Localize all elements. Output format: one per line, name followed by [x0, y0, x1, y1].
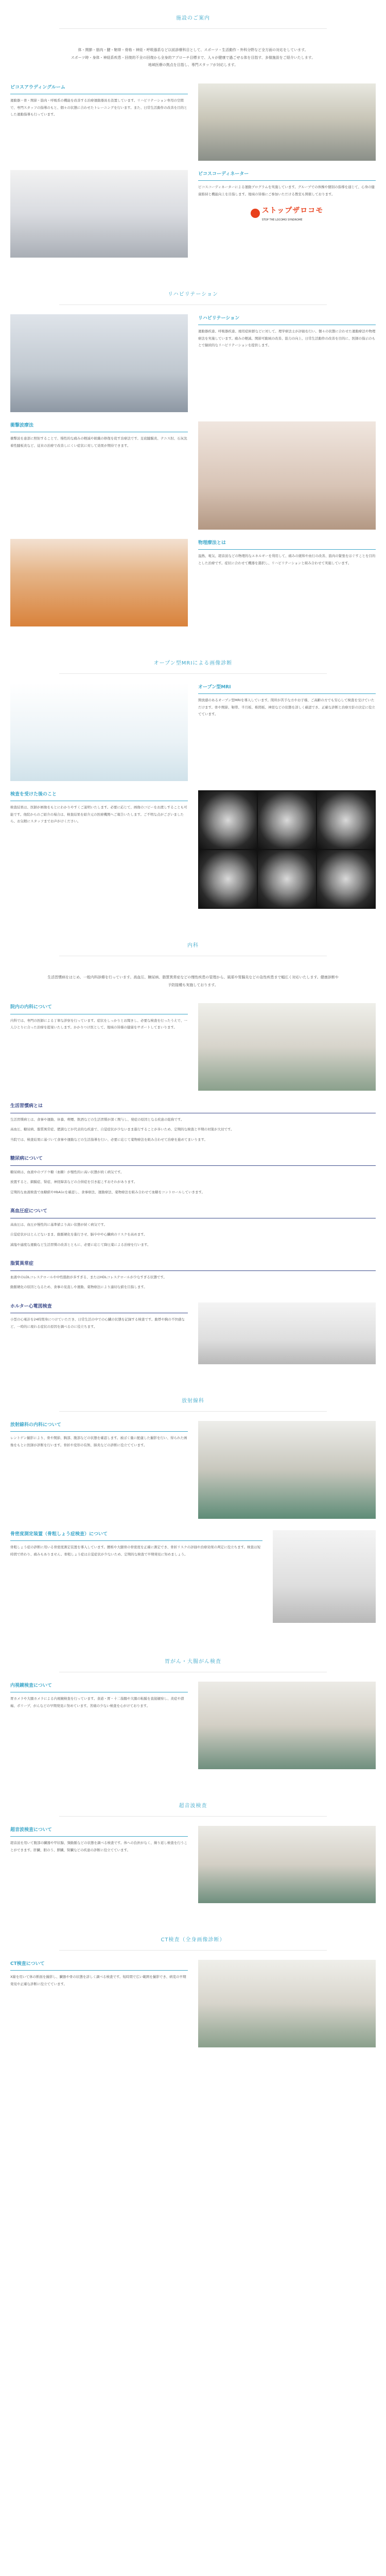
- gym-photo-col: [198, 83, 376, 161]
- rehab-row: [10, 314, 376, 412]
- rehab-photo-col: [10, 314, 188, 412]
- internal-lead-text: 生活習慣病をはじめ、一般内科診療を行っています。高血圧、糖尿病、脂質異常症などの慢性疾患の管理から、風邪や胃腸炎などの急性疾患まで幅広く対応いたします。健康診断や予防接種も実施しております。: [47, 975, 339, 987]
- stop-locomo-logo: [198, 198, 376, 229]
- internal-title: 内科: [187, 943, 199, 949]
- ct-row: [10, 1960, 376, 2047]
- class-body: ビコスコーディネーターによる運動プログラムを実施しています。グループでの体操や個別の指導を通じて、心身の健康維持と機能向上を目指します。地域の皆様にご参加いただける教室も開催しております。: [198, 185, 375, 196]
- interior-photo: [198, 1003, 376, 1091]
- notice-2-line: 放置すると、網膜症、腎症、神経障害などの合併症を引き起こすおそれがあります。: [10, 1180, 137, 1184]
- ct-photo-col: [198, 1960, 376, 2047]
- shockwave-text: [10, 421, 188, 530]
- echo-photo-col: [198, 1826, 376, 1903]
- xray-photo-col: [198, 1421, 376, 1519]
- endo-title: 胃がん・大腸がん検査: [165, 1658, 221, 1665]
- rehab-body: 運動器疾患、呼吸器疾患、廃用症候群などに対して、理学療法士が評価を行い、個々の状態に合わせた運動療法や物理療法を実施しています。痛みの軽減、関節可動域の改善、筋力の向上、日常生活動作の改善を目的に、医師の指示のもとで継続的なリハビリテーションを提供します。: [198, 329, 376, 348]
- scan-row: [10, 790, 376, 909]
- bone-device-photo: [273, 1530, 376, 1623]
- class-photo-col: [10, 170, 188, 258]
- holter-device-photo: [198, 1302, 376, 1364]
- ct-body: X線を用いて体の断面を撮影し、臓器や骨の状態を詳しく調べる検査です。短時間で広い範囲を撮影でき、病変の早期発見や正確な診断に役立てています。: [10, 1974, 186, 1986]
- facility-lead-line-2: スポーツ時・身体・神経系疾患・回復的不全の回復から全身的アプローチ目標まで、人々が健康で過ごせる体を目指す、多様施設をご紹介いたします。: [71, 55, 315, 60]
- holter-text: [10, 1302, 188, 1364]
- echo-heading: 超音波検査について: [10, 1826, 188, 1837]
- bone-body: 骨粗しょう症の診断に用いる骨密度測定装置を導入しています。腰椎や大腿骨の骨密度を正確に測定でき、骨折リスクの評価や治療効果の判定に役立ちます。検査は短時間で終わり、痛みもありません。骨粗しょう症は自覚症状が少ないため、定期的な検査で早期発見に努めましょう。: [10, 1545, 261, 1556]
- mri-photo: [10, 683, 188, 781]
- echo-room-photo: [198, 1826, 376, 1903]
- notice-3-line: 高血圧は、血圧が慢性的に基準値より高い状態が続く病気です。: [10, 1222, 107, 1227]
- scan-body: 検査結果は、医師が画像をもとにわかりやすくご説明いたします。必要に応じて、画像のコピーをお渡しすることも可能です。他院からのご紹介の場合は、検査結果を紹介元の医療機関へご報告いたします。ご不明な点がございましたら、お気軽にスタッフまでお声がけください。: [10, 805, 187, 824]
- gym-body: 運動器・骨・関節・筋肉・呼吸系の機能を改善する治療運動器具を設置しています。リハビリテーション専用の空間で、専門スタッフの指導のもと、個々の状態に合わせたトレーニングを行います。また、日常生活動作の改善を目的とした運動指導も行っています。: [10, 98, 187, 117]
- bone-heading: 骨密度測定装置（骨粗しょう症検査）について: [10, 1530, 262, 1541]
- notice-3-line: 減塩や適度な運動など生活習慣の改善とともに、必要に応じて降圧薬による治療を行います。: [10, 1242, 151, 1247]
- facility-lead: [10, 36, 376, 74]
- logo-circle-icon: [251, 209, 260, 218]
- class-text: [198, 170, 376, 258]
- logo-mark: [251, 204, 324, 223]
- echo-body: 超音波を用いて腹部の臓器や甲状腺、頸動脈などの状態を調べる検査です。体への負担がなく、繰り返し検査を行うことができます。肝臓、胆のう、膵臓、腎臓などの疾患の診断に役立てています。: [10, 1840, 187, 1852]
- notice-1-line: 高血圧、糖尿病、脂質異常症、肥満などが代表的な疾患で、自覚症状が少ないまま進行することが多いため、定期的な検査と早期の対策が大切です。: [10, 1127, 234, 1132]
- endo-body: 胃カメラや大腸カメラによる内視鏡検査を行っています。食道・胃・十二指腸や大腸の粘膜を直接観察し、炎症や潰瘍、ポリープ、がんなどの早期発見に努めています。苦痛の少ない検査を心がけております。: [10, 1696, 184, 1708]
- endo-text: [10, 1682, 188, 1769]
- facility-title: 施設のご案内: [176, 15, 210, 21]
- taping-photo-col: [10, 539, 188, 626]
- echo-row: [10, 1826, 376, 1903]
- notice-2-line: 定期的な血液検査で血糖値やHbA1cを確認し、食事療法、運動療法、薬物療法を組み合わせて血糖をコントロールしていきます。: [10, 1190, 205, 1194]
- xray-heading: 放射線科の内科について: [10, 1421, 188, 1432]
- taping-heading: 物理療法とは: [198, 539, 376, 550]
- holter-photo-col: [198, 1302, 376, 1364]
- shockwave-heading: 衝撃波療法: [10, 421, 188, 432]
- class-heading: ビコスコーディネーター: [198, 170, 376, 181]
- logo-subtext: STOP THE LOCOMO SYNDROME: [261, 218, 303, 222]
- internal-lead: [10, 963, 376, 994]
- facility-lead-line-3: 地域医療の拠点を目指し、専門スタッフが対応します。: [148, 63, 238, 67]
- shockwave-row: [10, 421, 376, 530]
- divider: [59, 1816, 327, 1817]
- interior-photo-col: [198, 1003, 376, 1091]
- gym-heading: ビコスアウディングルーム: [10, 83, 188, 94]
- scan-slice: [258, 850, 315, 908]
- ct-heading: CT検査について: [10, 1960, 188, 1971]
- mri-title: オープン型MRIによる画像診断: [153, 660, 233, 667]
- scan-slice: [199, 850, 257, 908]
- interior-row: [10, 1003, 376, 1091]
- shockwave-photo: [198, 421, 376, 530]
- notice-1-line: 生活習慣病とは、食事や運動、休養、喫煙、飲酒などの生活習慣が深く関与し、発症の原因となる疾患の総称です。: [10, 1117, 184, 1122]
- scan-slice: [199, 791, 257, 849]
- notice-4-line: 動脈硬化の原因となるため、食事の見直しや運動、薬物療法により適切な値を目指します。: [10, 1285, 147, 1290]
- divider: [59, 304, 327, 305]
- echo-title: 超音波検査: [179, 1803, 207, 1809]
- notice-4: [10, 1260, 376, 1291]
- notice-3-line: 自覚症状がほとんどないまま、動脈硬化を進行させ、脳卒中や心臓病のリスクを高めます。: [10, 1232, 147, 1237]
- notice-3: [10, 1207, 376, 1248]
- interior-body: 内科では、専門の医師による丁寧な診察を行っています。症状をしっかりとお聞きし、必要な検査を行ったうえで、一人ひとりに合った治療を提案いたします。かかりつけ医として、地域の皆様の健康をサポートしてまいります。: [10, 1018, 187, 1030]
- class-photo: [10, 170, 188, 258]
- scan-grid: [198, 790, 376, 909]
- bone-text: [10, 1530, 262, 1558]
- facility-lead-line-1: 体・関節・筋肉・腱・靭帯・骨格・神経・呼吸器系など以前診療科目として、スポーツ・生活動作・外科分野など全方面の対応をしています。: [78, 48, 308, 52]
- shockwave-body: 衝撃波を患部に照射することで、慢性的な痛みの軽減や組織の修復を促す治療法です。足底腱膜炎、テニス肘、石灰沈着性腱板炎など、従来の治療で改善しにくい症状に対して効果が期待できます。: [10, 436, 187, 448]
- notice-2-heading: 糖尿病について: [10, 1155, 376, 1165]
- interior-heading: 院内の内科について: [10, 1003, 188, 1014]
- notice-3-heading: 高血圧症について: [10, 1207, 376, 1218]
- bone-row: [10, 1530, 376, 1623]
- shockwave-photo-col: [198, 421, 376, 530]
- taping-text: [198, 539, 376, 626]
- interior-text: [10, 1003, 188, 1091]
- taping-photo: [10, 539, 188, 626]
- taping-row: [10, 539, 376, 626]
- scan-heading: 検査を受けた後のこと: [10, 790, 188, 801]
- notice-4-heading: 脂質異常症: [10, 1260, 376, 1270]
- notice-4-line: 血液中のLDLコレステロールや中性脂肪が多すぎる、またはHDLコレステロールが少なすぎる状態です。: [10, 1275, 167, 1279]
- ct-room-photo: [198, 1960, 376, 2047]
- mri-text: [198, 683, 376, 781]
- divider: [59, 1950, 327, 1951]
- holter-body: 小型の心電計を24時間身につけていただき、日常生活の中での心臓の状態を記録する検査です。動悸や胸の不快感など、一時的に現れる症状の原因を調べるのに役立ちます。: [10, 1317, 185, 1329]
- ct-text: [10, 1960, 188, 2047]
- gym-row: [10, 83, 376, 161]
- gym-text: [10, 83, 188, 161]
- ct-title: CT検査（全身画像診断）: [161, 1937, 225, 1943]
- notice-1-line: 当院では、検査結果に基づいて食事や運動などの生活指導を行い、必要に応じて薬物療法を組み合わせて治療を進めてまいります。: [10, 1137, 207, 1142]
- mri-photo-col: [10, 683, 188, 781]
- scan-slice: [317, 850, 375, 908]
- scan-slice: [258, 791, 315, 849]
- endo-photo-col: [198, 1682, 376, 1769]
- xray-row: [10, 1421, 376, 1519]
- notice-1: [10, 1102, 376, 1143]
- logo-brand: ストップザロコモ: [261, 207, 324, 215]
- taping-body: 温熱、電気、超音波などの物理的なエネルギーを利用して、痛みの緩和や血行の改善、筋肉の緊張をほぐすことを目的とした治療です。症状に合わせて機器を選択し、リハビリテーションと組み合わせて実施しています。: [198, 554, 376, 565]
- notice-2: [10, 1155, 376, 1196]
- holter-heading: ホルター心電図検査: [10, 1302, 188, 1313]
- divider: [59, 1411, 327, 1412]
- mri-scan-images: [198, 790, 376, 909]
- rehab-title: リハビリテーション: [167, 292, 219, 298]
- bone-photo-col: [273, 1530, 376, 1623]
- holter-row: [10, 1302, 376, 1364]
- xray-room-photo: [198, 1421, 376, 1519]
- scan-photo-col: [198, 790, 376, 909]
- endo-heading: 内視鏡検査について: [10, 1682, 188, 1692]
- divider: [59, 673, 327, 674]
- xray-body: レントゲン撮影により、骨や関節、胸部、腹部などの状態を確認します。被ばく量に配慮した撮影を行い、得られた画像をもとに医師が診断を行います。骨折や変形の有無、肺炎などの診断に役立てています。: [10, 1435, 187, 1447]
- scan-text: [10, 790, 188, 909]
- notice-1-heading: 生活習慣病とは: [10, 1102, 376, 1113]
- divider: [59, 28, 327, 29]
- mri-body: 開放感のあるオープン型MRIを導入しています。閉所が苦手な方やお子様、ご高齢の方でも安心して検査を受けていただけます。骨や関節、靭帯、半月板、椎間板、神経などの状態を詳しく確認でき、正確な診断と治療方針の決定に役立てています。: [198, 698, 375, 717]
- rehab-photo: [10, 314, 188, 412]
- notice-2-line: 糖尿病は、血液中のブドウ糖（血糖）が慢性的に高い状態が続く病気です。: [10, 1170, 124, 1174]
- rehab-heading: リハビリテーション: [198, 314, 376, 325]
- mri-row: [10, 683, 376, 781]
- endo-row: [10, 1682, 376, 1769]
- scan-slice: [317, 791, 375, 849]
- logo-text-group: [262, 204, 324, 223]
- endo-room-photo: [198, 1682, 376, 1769]
- mri-heading: オープン型MRI: [198, 683, 376, 694]
- echo-text: [10, 1826, 188, 1903]
- xray-text: [10, 1421, 188, 1519]
- class-row: [10, 170, 376, 258]
- rehab-text: [198, 314, 376, 412]
- gym-photo: [198, 83, 376, 161]
- xray-title: 放射線科: [182, 1398, 204, 1404]
